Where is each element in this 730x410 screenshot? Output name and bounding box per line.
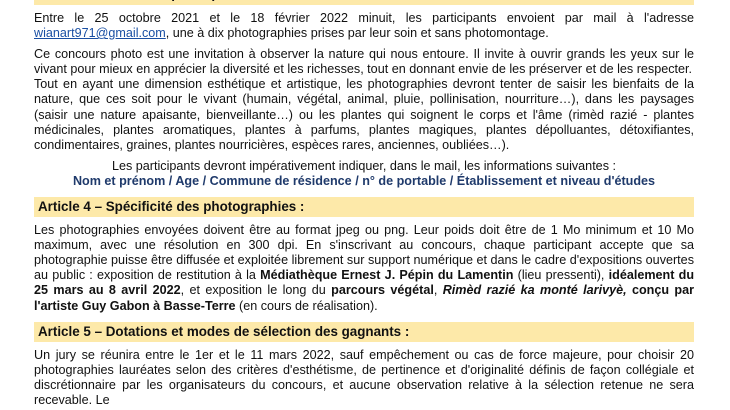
exhibition-dates: idéalement du 25 mars au 8 avril 2022 — [34, 268, 695, 298]
article-3-instructions: Les participants devront impérativement indiquer, dans le mail, les informations suivantes : — [111, 158, 616, 173]
venue-mediatheque: Médiathèque Ernest J. Pépin du Lamentin — [260, 268, 514, 283]
contact-email-link[interactable]: wianart971@gmail.com — [34, 26, 166, 41]
venue-parcours: parcours végétal — [331, 283, 434, 298]
article-3-paragraph-1: Entre le 25 octobre 2021 et le 18 février 2022 minuit, les participants envoient par mail à l'adresse wianart971@gmail.com, une à dix photographies prises par leur soin et sans photomontage. — [34, 11, 694, 41]
required-fields-list: Nom et prénom / Age / Commune de résidence / n° de portable / Établissement et niveau d'études — [72, 173, 656, 188]
article-5-heading: Article 5 – Dotations et modes de sélection des gagnants : — [34, 322, 694, 342]
article-4-paragraph: Les photographies envoyées doivent être au format jpeg ou png. Leur poids doit être de 1 Mo minimum et 10 Mo maximum, avec une résolution en 300 dpi. En s'inscrivant au concours, chaque participant accepte que sa photographie puisse être diffusée et exploitée librement sur support numérique et dans le cadre d'expositions ouvertes au public : exposition de restitution à la Médiathèque Ernest J. Pépin du Lamentin (lieu pressenti), idéalement du 25 mars au 8 avril 2022, et exposition le long du parcours végétal, Rimèd razié ka monté larivyè, conçu par l'artiste Guy Gabon à Basse-Terre (en cours de réalisation). — [34, 223, 695, 313]
article-5-paragraph: Un jury se réunira entre le 1er et le 11 mars 2022, sauf empêchement ou cas de force majeure, pour choisir 20 photographies lauréates selon des critères d'esthétisme, de pertinence et d'originalité définis de façon collégiale et discrétionnaire par les organisateurs du concours, et aucune observation relative à la sélection retenue ne sera recevable. Le — [34, 347, 694, 407]
document-page — [34, 0, 694, 408]
article-3-paragraph-3: Tout en ayant une dimension esthétique et artistique, les photographies devront tenter de saisir les bienfaits de la nature, que ces soit pour le vivant (humain, végétal, animal, pluie, pollinisation, nourriture…), dans les paysages (saisir une nature apaisante, bienveillante…) ou les plantes qui soignent le corps et l'âme (rimèd razié - plantes médicinales, plantes aromatiques, plantes à parfums, plantes magiques, plantes dépolluantes, détoxifiantes, condimentaires, graines, plantes nourricières, espèces rares, anciennes, oubliées…). — [34, 77, 694, 152]
artist-credit: conçu par l'artiste Guy Gabon à Basse-Terre — [34, 283, 695, 313]
article-4-heading: Article 4 – Spécificité des photographies : — [34, 197, 694, 217]
exhibition-title: Rimèd razié ka monté larivyè, — [442, 283, 627, 298]
article-3-paragraph-2: Ce concours photo est une invitation à observer la nature qui nous entoure. Il invite à ouvrir grands les yeux sur le vivant pour mieux en apprécier la diversité et les richesses, tout en donnant envie de les préserver et de les respecter. — [34, 47, 694, 77]
